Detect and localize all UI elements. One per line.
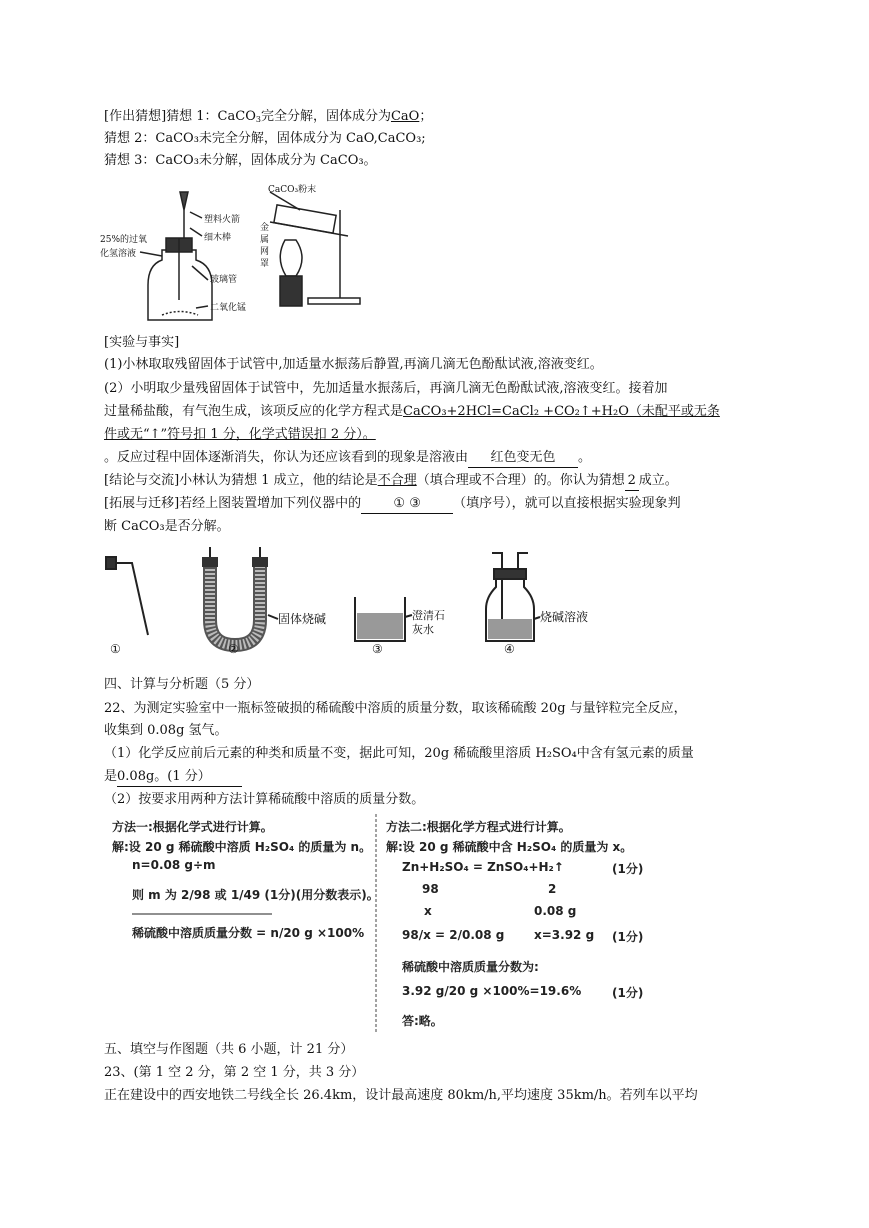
q23-scoring: 23、(第 1 空 2 分，第 2 空 1 分，共 3 分） bbox=[104, 1065, 365, 1080]
figure1-label-peroxide-2: 化氢溶液 bbox=[100, 249, 137, 259]
q22-part1-answer: 是0.08g。(1 分） bbox=[104, 768, 242, 787]
method1-title: 方法一:根据化学式进行计算。 bbox=[112, 820, 273, 834]
method2-score2: (1分) bbox=[612, 930, 644, 944]
figure1-label-mesh-4: 罩 bbox=[260, 259, 270, 269]
method2-score3: (1分) bbox=[612, 986, 644, 1000]
method2-2: 2 bbox=[548, 882, 557, 896]
hypothesis-3: 猜想 3：CaCO₃未分解，固体成分为 CaCO₃。 bbox=[104, 153, 377, 168]
method1-line4: 稀硫酸中溶质质量分数 = n/20 g ×100% bbox=[132, 926, 365, 940]
method2-title: 方法二:根据化学方程式进行计算。 bbox=[386, 820, 571, 834]
instrument-4-label: ④ bbox=[504, 642, 515, 656]
section-experiment: [实验与事实] bbox=[104, 335, 180, 350]
solution-divider bbox=[374, 814, 378, 1034]
extension-2: 断 CaCO₃是否分解。 bbox=[104, 519, 230, 534]
figure1-label-mesh-3: 网 bbox=[260, 247, 270, 257]
experiment-2-equation: 过量稀盐酸，有气泡生成，该项反应的化学方程式是CaCO₃+2HCl=CaCl₂ +CO₂↑+H₂O（未配平或无条 bbox=[104, 404, 720, 419]
label-limewater-2: 灰水 bbox=[412, 623, 434, 636]
figure1-label-mno2: 二氧化锰 bbox=[210, 303, 247, 313]
q22-stem: 22、为测定实验室中一瓶标签破损的稀硫酸中溶质的质量分数，取该稀硫酸 20g 与量锌粒完全反应， bbox=[104, 701, 687, 716]
solution-image bbox=[104, 812, 664, 1037]
figure1-label-peroxide: 25%的过氧 bbox=[100, 235, 148, 245]
q22-part1: （1）化学反应前后元素的种类和质量不变，据此可知，20g 稀硫酸里溶质 H₂SO₄中含有氢元素的质量 bbox=[104, 746, 694, 761]
method2-score1: (1分) bbox=[612, 862, 644, 876]
method1-underline bbox=[132, 912, 272, 916]
hypothesis-2: 猜想 2：CaCO₃未完全分解，固体成分为 CaO,CaCO₃; bbox=[104, 131, 426, 146]
experiment-phenomenon: 。反应过程中固体逐渐消失，你认为还应该看到的现象是溶液由 红色变无色 。 bbox=[104, 449, 591, 468]
q22-stem-2: 收集到 0.08g 氢气。 bbox=[104, 723, 228, 738]
instrument-3-label: ③ bbox=[372, 642, 383, 656]
experiment-1: (1)小林取取残留固体于试管中,加适量水振荡后静置,再滴几滴无色酚酞试液,溶液变红。 bbox=[104, 357, 603, 372]
instruments-figure bbox=[100, 545, 620, 660]
section-5-title: 五、填空与作图题（共 6 小题，计 21 分） bbox=[104, 1042, 354, 1057]
conclusion: [结论与交流]小林认为猜想 1 成立，他的结论是不合理（填合理或不合理）的。你认为猜想 2 成立。 bbox=[104, 472, 678, 491]
extension: [拓展与迁移]若经上图装置增加下列仪器中的 ① ③ （填序号），就可以直接根据实验现象判 bbox=[104, 495, 681, 514]
hypothesis-1: [作出猜想]猜想 1：CaCO$_3$完全分解，固体成分为CaO； bbox=[104, 109, 433, 124]
method1-line2: n=0.08 g÷m bbox=[132, 858, 216, 872]
method2-x: x bbox=[424, 904, 432, 918]
figure1-label-mesh-1: 金 bbox=[260, 223, 270, 233]
method2-equation: Zn+H₂SO₄ = ZnSO₄+H₂↑ bbox=[402, 860, 564, 874]
method2-ratio: 98/x = 2/0.08 g bbox=[402, 928, 505, 942]
experiment-2: (2）小明取少量残留固体于试管中，先加适量水振荡后，再滴几滴无色酚酞试液,溶液变红。接着加 bbox=[104, 381, 668, 396]
q22-part2: （2）按要求用两种方法计算稀硫酸中溶质的质量分数。 bbox=[104, 792, 425, 807]
method1-line3: 则 m 为 2/98 或 1/49 (1分)(用分数表示)。 bbox=[132, 888, 379, 902]
experiment-2-scoring: 件或无“↑”符号扣 1 分，化学式错误扣 2 分）。 bbox=[104, 427, 376, 442]
figure1-label-stick: 细木棒 bbox=[204, 233, 232, 243]
section-4-title: 四、计算与分析题（5 分） bbox=[104, 677, 260, 692]
figure1-label-mesh-2: 属 bbox=[260, 235, 270, 245]
instrument-2-label: ② bbox=[228, 642, 239, 656]
method1-line1: 解:设 20 g 稀硫酸中溶质 H₂SO₄ 的质量为 n。 bbox=[112, 840, 372, 854]
instrument-1-label: ① bbox=[110, 642, 121, 656]
figure1-label-rocket: 塑料火箭 bbox=[204, 215, 241, 225]
method2-0.08g: 0.08 g bbox=[534, 904, 577, 918]
method2-answer: 答:略。 bbox=[402, 1014, 443, 1028]
apparatus-figure bbox=[100, 180, 370, 330]
figure1-label-caco3: CaCO₃粉末 bbox=[268, 185, 317, 195]
method2-line5: 稀硫酸中溶质质量分数为: bbox=[402, 960, 539, 974]
method2-xval: x=3.92 g bbox=[534, 928, 595, 942]
method2-line1: 解:设 20 g 稀硫酸中含 H₂SO₄ 的质量为 x。 bbox=[386, 840, 633, 854]
method2-line6: 3.92 g/20 g ×100%=19.6% bbox=[402, 984, 582, 998]
label-limewater-1: 澄清石 bbox=[412, 609, 445, 622]
label-solid-lye: 固体烧碱 bbox=[278, 612, 327, 626]
method2-98: 98 bbox=[422, 882, 439, 896]
figure1-label-glass-tube: 玻璃管 bbox=[210, 275, 238, 285]
q23-stem: 正在建设中的西安地铁二号线全长 26.4km，设计最高速度 80km/h,平均速度 35km/h。若列车以平均 bbox=[104, 1088, 698, 1103]
label-lye-solution: 烧碱溶液 bbox=[540, 610, 589, 624]
